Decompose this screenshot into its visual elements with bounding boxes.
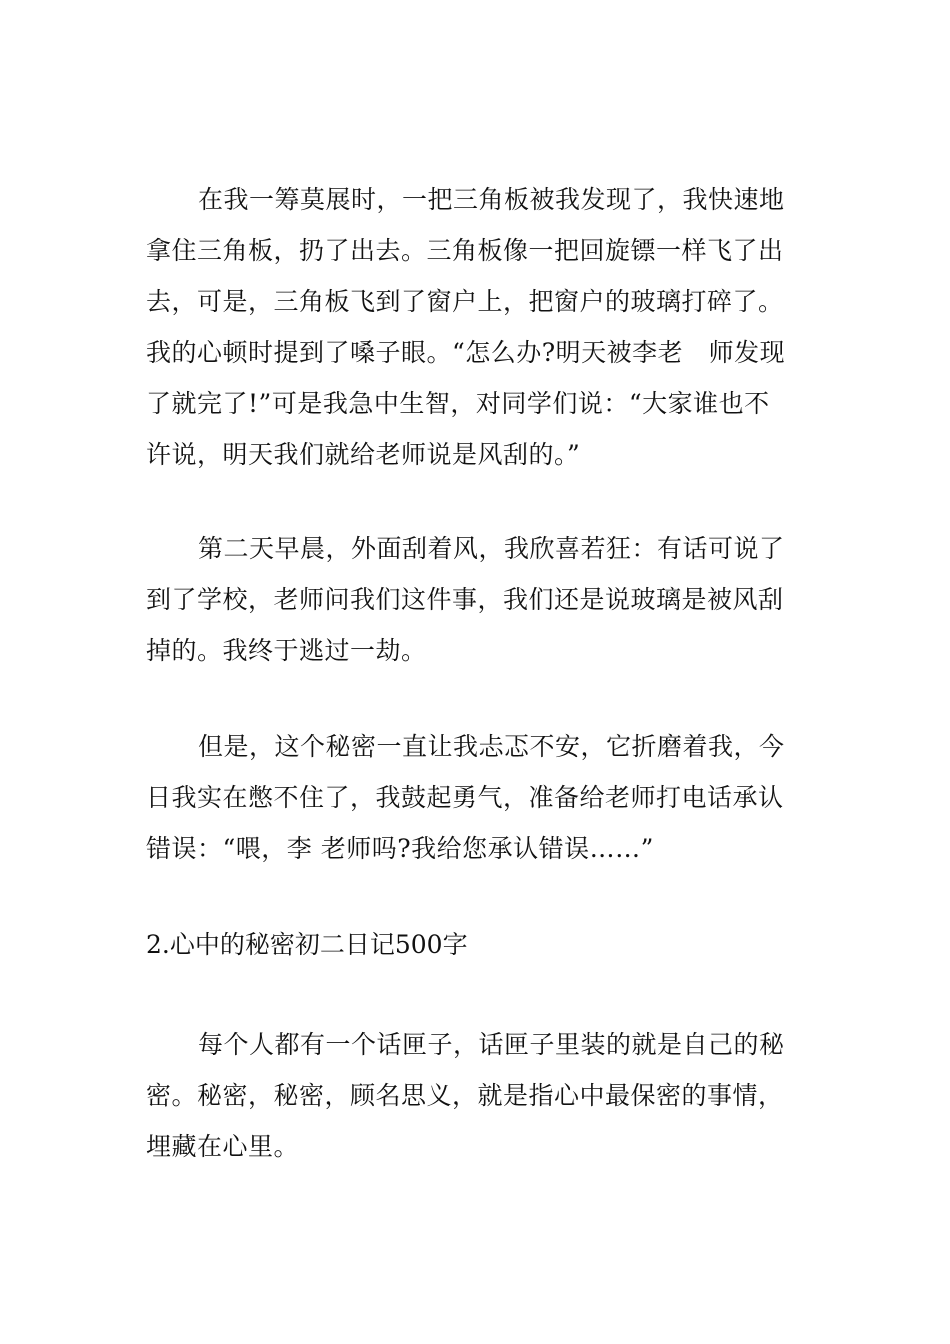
paragraph-line: 去，可是，三角板飞到了窗户上，把窗户的玻璃打碎了。 [146,287,784,316]
paragraph-line: 每个人都有一个话匣子，话匣子里装的就是自己的秘 [198,1030,785,1059]
paragraph-line: 拿住三角板，扔了出去。三角板像一把回旋镖一样飞了出 [146,236,784,265]
paragraph-line: 埋藏在心里。 [146,1132,300,1161]
paragraph-line: 错误：“喂，李 老师吗?我给您承认错误……” [146,834,654,863]
paragraph-line: 到了学校，老师问我们这件事，我们还是说玻璃是被风刮 [146,585,784,614]
paragraph-line: 日我实在憋不住了，我鼓起勇气，准备给老师打电话承认 [146,783,784,812]
paragraph-line: 掉的。我终于逃过一劫。 [146,636,427,665]
paragraph-line: 了就完了!”可是我急中生智，对同学们说：“大家谁也不 [146,389,770,418]
paragraph-line: 我的心顿时提到了嗓子眼。“怎么办?明天被李老 师发现 [146,338,786,367]
paragraph-line: 第二天早晨，外面刮着风，我欣喜若狂：有话可说了 [198,534,785,563]
paragraph-line: 但是，这个秘密一直让我忐忑不安，它折磨着我，今 [198,732,785,761]
paragraph-line: 许说，明天我们就给老师说是风刮的。” [146,440,581,469]
paragraph-line: 在我一筹莫展时，一把三角板被我发现了，我快速地 [198,185,785,214]
section-heading: 2.心中的秘密初二日记500字 [146,930,468,959]
paragraph-line: 密。秘密，秘密，顾名思义，就是指心中最保密的事情， [146,1081,784,1110]
